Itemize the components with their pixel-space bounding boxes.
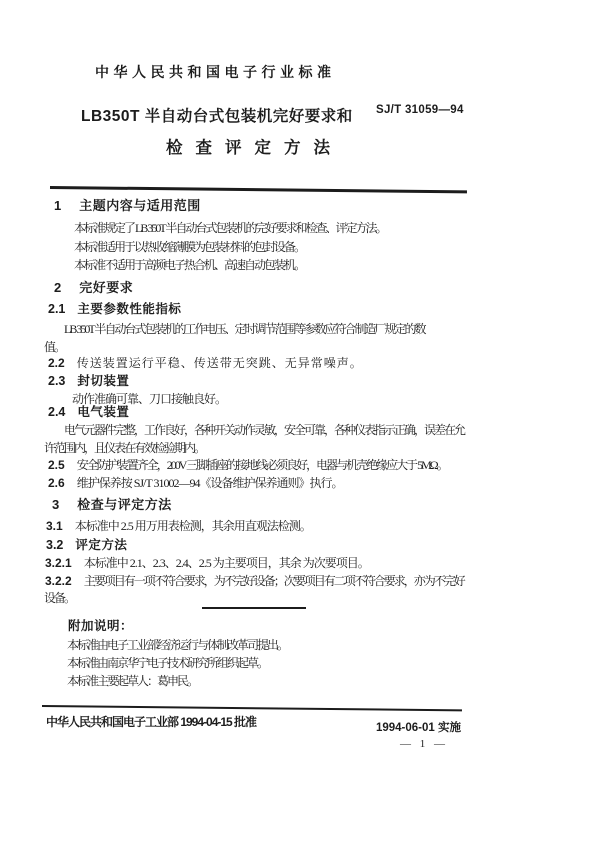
section-2-heading [54, 280, 133, 296]
section-1-paragraph-1: 本标准规定了 LB 350T 半自动台式包装机的完好要求和检查、评定方法。 [74, 221, 386, 235]
clause-2-3-body: 动作准确可靠、刀口接触良好。 [72, 392, 227, 406]
clause-3-2-2-number: 3.2.2 [45, 574, 72, 588]
clause-2-1-number: 2.1 [48, 302, 66, 316]
section-3-number: 3 [52, 497, 60, 512]
addendum-divider-rule [202, 607, 306, 609]
clause-2-4-body-line-1: 电气元器件完整，工作良好，各种开关动作灵敏，安全可靠，各种仪表指示正确，误差在允 [64, 423, 465, 437]
addendum-item-1: 本标准由电子工业部经济运行与体制改革司提出。 [67, 638, 288, 652]
section-1-number: 1 [54, 198, 62, 213]
clause-3-1-text: 本标准中 2.5 用万用表检测，其余用直观法检测。 [74, 519, 311, 533]
clause-2-6 [48, 476, 342, 491]
addendum-item-3: 本标准主要起草人：葛申民。 [67, 674, 198, 688]
clause-3-2-heading [46, 538, 127, 554]
document-title-line1: LB350T 半自动台式包装机完好要求和 [81, 108, 353, 125]
clause-3-2-2-text-line-2: 设备。 [44, 591, 75, 605]
page-number: — 1 — [400, 738, 448, 750]
clause-2-5 [48, 458, 447, 473]
header-rule [50, 186, 467, 193]
clause-2-2 [48, 356, 363, 371]
section-1-paragraph-2: 本标准适用于以热收缩薄膜为包装材料的包封设备。 [74, 240, 305, 254]
clause-3-2-title: 评定方法 [75, 538, 128, 552]
clause-2-2-text: 传送装置运行平稳、传送带无突跳、无异常噪声。 [76, 356, 363, 370]
clause-2-2-number: 2.2 [48, 356, 65, 370]
clause-3-2-1 [45, 556, 369, 571]
section-1-paragraph-3: 本标准不适用于高频电子热合机、高速自动包装机。 [74, 258, 305, 272]
clause-2-1-heading [48, 302, 181, 318]
clause-3-1-number: 3.1 [46, 519, 63, 533]
clause-2-5-text: 安全防护装置齐全，200V 三脚插座的接地线必须良好，电器与机壳绝缘应大于 5MΩ。 [76, 458, 447, 472]
clause-2-4-body-line-2: 许范围内，且仪表在有效检验期内。 [44, 441, 205, 455]
clause-2-6-text: 维护保养按 SJ/T 31002—94《设备维护保养通则》执行。 [76, 476, 343, 490]
clause-3-2-1-number: 3.2.1 [45, 556, 72, 570]
clause-2-1-body-line-2: 值。 [44, 340, 65, 354]
standard-org-header: 中华人民共和国电子行业标准 [95, 64, 336, 80]
clause-2-3-heading [48, 374, 129, 390]
clause-2-3-number: 2.3 [48, 374, 66, 388]
clause-2-1-body-line-1: LB 350T 半自动台式包装机的工作电压、定时调节范围等参数应符合制造厂规定的数 [64, 322, 425, 336]
clause-3-2-number: 3.2 [46, 538, 64, 552]
clause-3-2-1-text: 本标准中 2.1、2.3、2.4、2.5 为主要项目，其余 为次要项目。 [83, 556, 369, 570]
footer-rule [42, 705, 462, 711]
section-3-heading [52, 497, 172, 513]
footer-approval: 中华人民共和国电子工业部 1994-04-15 批准 [46, 715, 257, 729]
clause-2-5-number: 2.5 [48, 458, 65, 472]
clause-2-3-title: 封切装置 [77, 374, 130, 388]
section-3-title: 检查与评定方法 [77, 497, 172, 512]
clause-3-2-2-text-line-1: 主要项目有一项不符合要求，为不完好设备；次要项目有二项不符合要求，亦为不完好 [83, 574, 464, 588]
document-title-line2: 检查评定方法 [166, 139, 343, 157]
clause-2-6-number: 2.6 [48, 476, 65, 490]
clause-2-4-number: 2.4 [48, 405, 66, 419]
section-1-heading [54, 198, 201, 214]
section-2-title: 完好要求 [79, 280, 134, 295]
clause-2-1-title: 主要参数性能指标 [77, 302, 182, 316]
standard-code: SJ/T 31059—94 [376, 104, 464, 116]
footer-implementation-date: 1994-06-01 实施 [375, 722, 461, 734]
clause-2-4-heading [48, 405, 129, 421]
clause-3-2-2 [45, 574, 464, 589]
addendum-title: 附加说明： [68, 619, 134, 633]
clause-3-1 [46, 519, 311, 534]
section-2-number: 2 [54, 280, 62, 295]
addendum-item-2: 本标准由南京华宁电子技术研究所组织起草。 [67, 656, 268, 670]
clause-2-4-title: 电气装置 [77, 405, 130, 419]
section-1-title: 主题内容与适用范围 [79, 198, 201, 213]
